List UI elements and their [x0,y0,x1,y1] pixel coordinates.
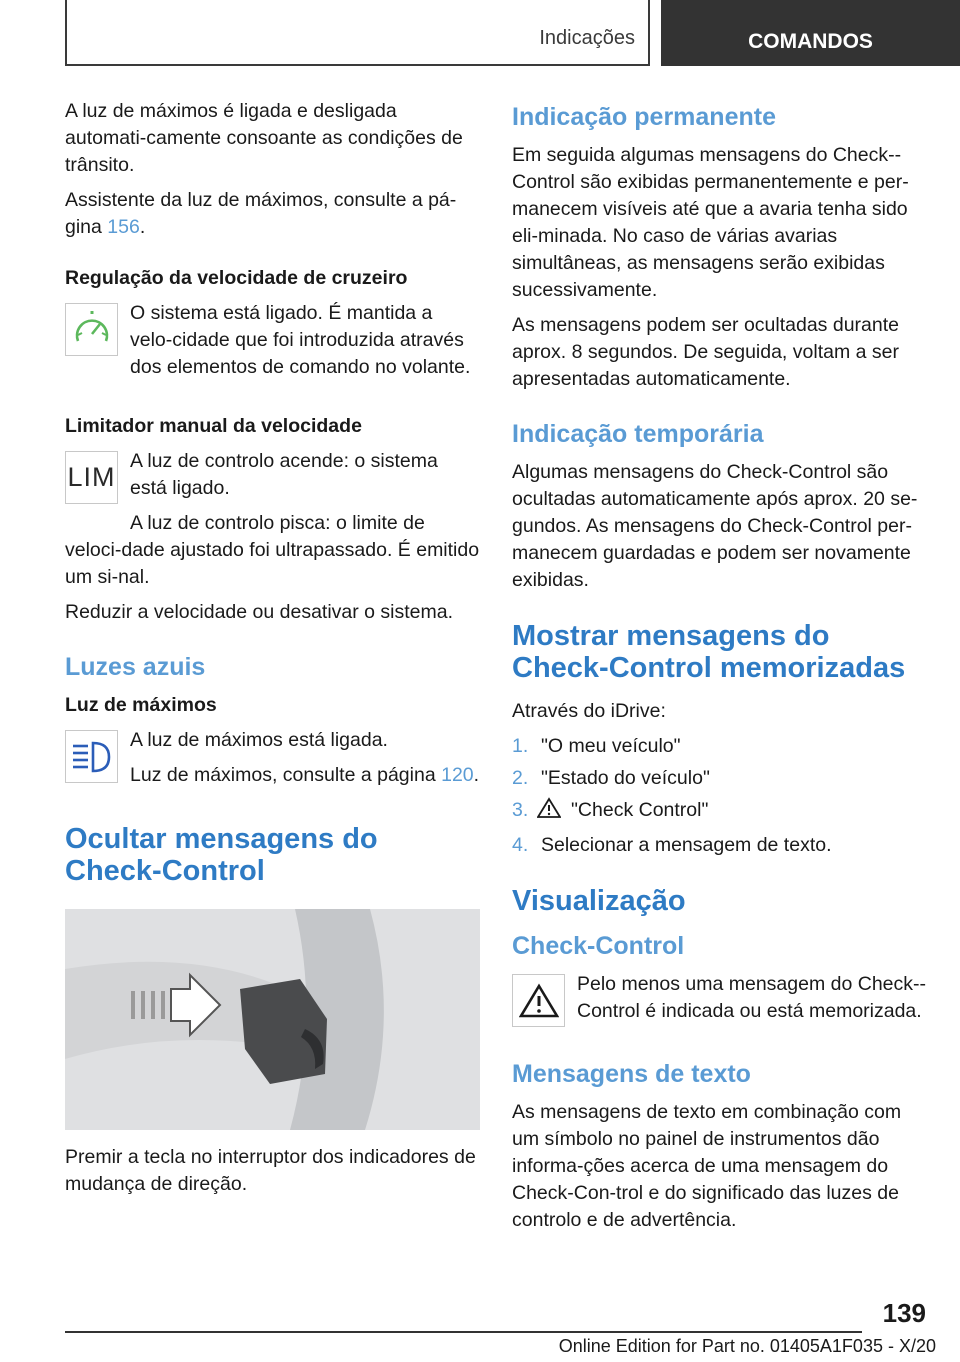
edition-note: Online Edition for Part no. 01405A1F035 - X/20 [558,1336,936,1356]
header-left-rule [65,0,67,66]
icon-block-high-beam [65,727,480,797]
list-item: 1. "O meu veículo" [512,735,681,757]
paragraph: Em seguida algumas mensagens do Check--Control são exibidas permanentemente e per-manecem visíveis até que a avaria tenha sido eli-minada. No caso de várias avarias simultâneas, as mensagens serão exibidas sucessivamente. [512,144,909,301]
heading-check-control: Check-Control [512,932,685,960]
limiter-icon-label: LIM [67,462,116,492]
paragraph: A luz de máximos é ligada e desligada automati-camente consoante as condições de trânsito. [65,100,463,176]
heading-hide-messages: Ocultar mensagens do Check-Control [65,823,378,887]
icon-block-limiter [65,448,480,510]
subheading-limiter: Limitador manual da velocidade [65,415,362,437]
photo-caption: Premir a tecla no interruptor dos indicadores de mudança de direção. [65,1146,476,1195]
paragraph: Assistente da luz de máximos, consulte a pá-gina 156. [65,189,457,238]
heading-visualization: Visualização [512,885,686,917]
chapter-tab: COMANDOS [661,0,960,66]
list-item: 2. "Estado do veículo" [512,767,710,789]
limiter-icon [65,451,118,504]
heading-blue-lights: Luzes azuis [65,653,206,681]
heading-permanent: Indicação permanente [512,103,776,131]
steps-list [512,733,932,859]
heading-text-messages: Mensagens de texto [512,1060,751,1088]
icon-block-cruise [65,300,480,389]
high-beam-icon [65,730,118,783]
cruise-control-icon [65,303,118,356]
icon-block-check-control [512,971,932,1033]
limiter-description-2: A luz de controlo pisca: o limite de veloci-dade ajustado foi ultrapassado. É emitido um si-nal. [65,512,480,588]
section-title: Indicações [539,27,635,49]
page-link[interactable]: 120 [441,764,474,786]
right-column [512,98,932,1242]
heading-show-messages: Mostrar mensagens do Check-Control memorizadas [512,620,906,684]
header-right-rule [648,0,650,66]
check-control-description: Pelo menos uma mensagem do Check--Control é indicada ou está memorizada. [577,973,926,1022]
subheading-cruise: Regulação da velocidade de cruzeiro [65,267,408,289]
subheading-high-beam: Luz de máximos [65,694,217,716]
limiter-description-3: Reduzir a velocidade ou desativar o sistema. [65,601,454,623]
turn-signal-switch-photo [65,909,480,1130]
list-item: 4. Selecionar a mensagem de texto. [512,834,832,856]
high-beam-reference: Luz de máximos, consulte a página 120. [130,764,480,786]
paragraph: As mensagens de texto em combinação com um símbolo no painel de instrumentos dão informa-ções acerca de uma mensagem do Check-Con-trol e do significado das luzes de controlo e de advertência. [512,1101,902,1231]
warning-triangle-icon [512,974,565,1027]
heading-temporary: Indicação temporária [512,420,764,448]
paragraph: Algumas mensagens do Check-Control são ocultadas automaticamente após aprox. 20 se-gundos. As mensagens do Check-Control per-manecem guardadas e podem ser novamente exibidas. [512,461,918,591]
header-rule [65,64,649,66]
high-beam-description: A luz de máximos está ligada. [130,729,388,751]
page-link[interactable]: 156 [107,216,140,238]
paragraph: As mensagens podem ser ocultadas durante aprox. 8 segundos. De seguida, voltam a ser apresentadas automaticamente. [512,314,899,390]
footer-rule [65,1331,862,1333]
cruise-description: O sistema está ligado. É mantida a velo-cidade que foi introduzida através dos elementos de comando no volante. [130,302,471,378]
left-column [65,98,480,1206]
paragraph: Através do iDrive: [512,700,666,722]
warning-triangle-icon [537,797,571,827]
page-number: 139 [882,1298,926,1328]
list-item: 3. "Check Control" [512,797,932,827]
limiter-description-1: A luz de controlo acende: o sistema está ligado. [130,450,438,499]
